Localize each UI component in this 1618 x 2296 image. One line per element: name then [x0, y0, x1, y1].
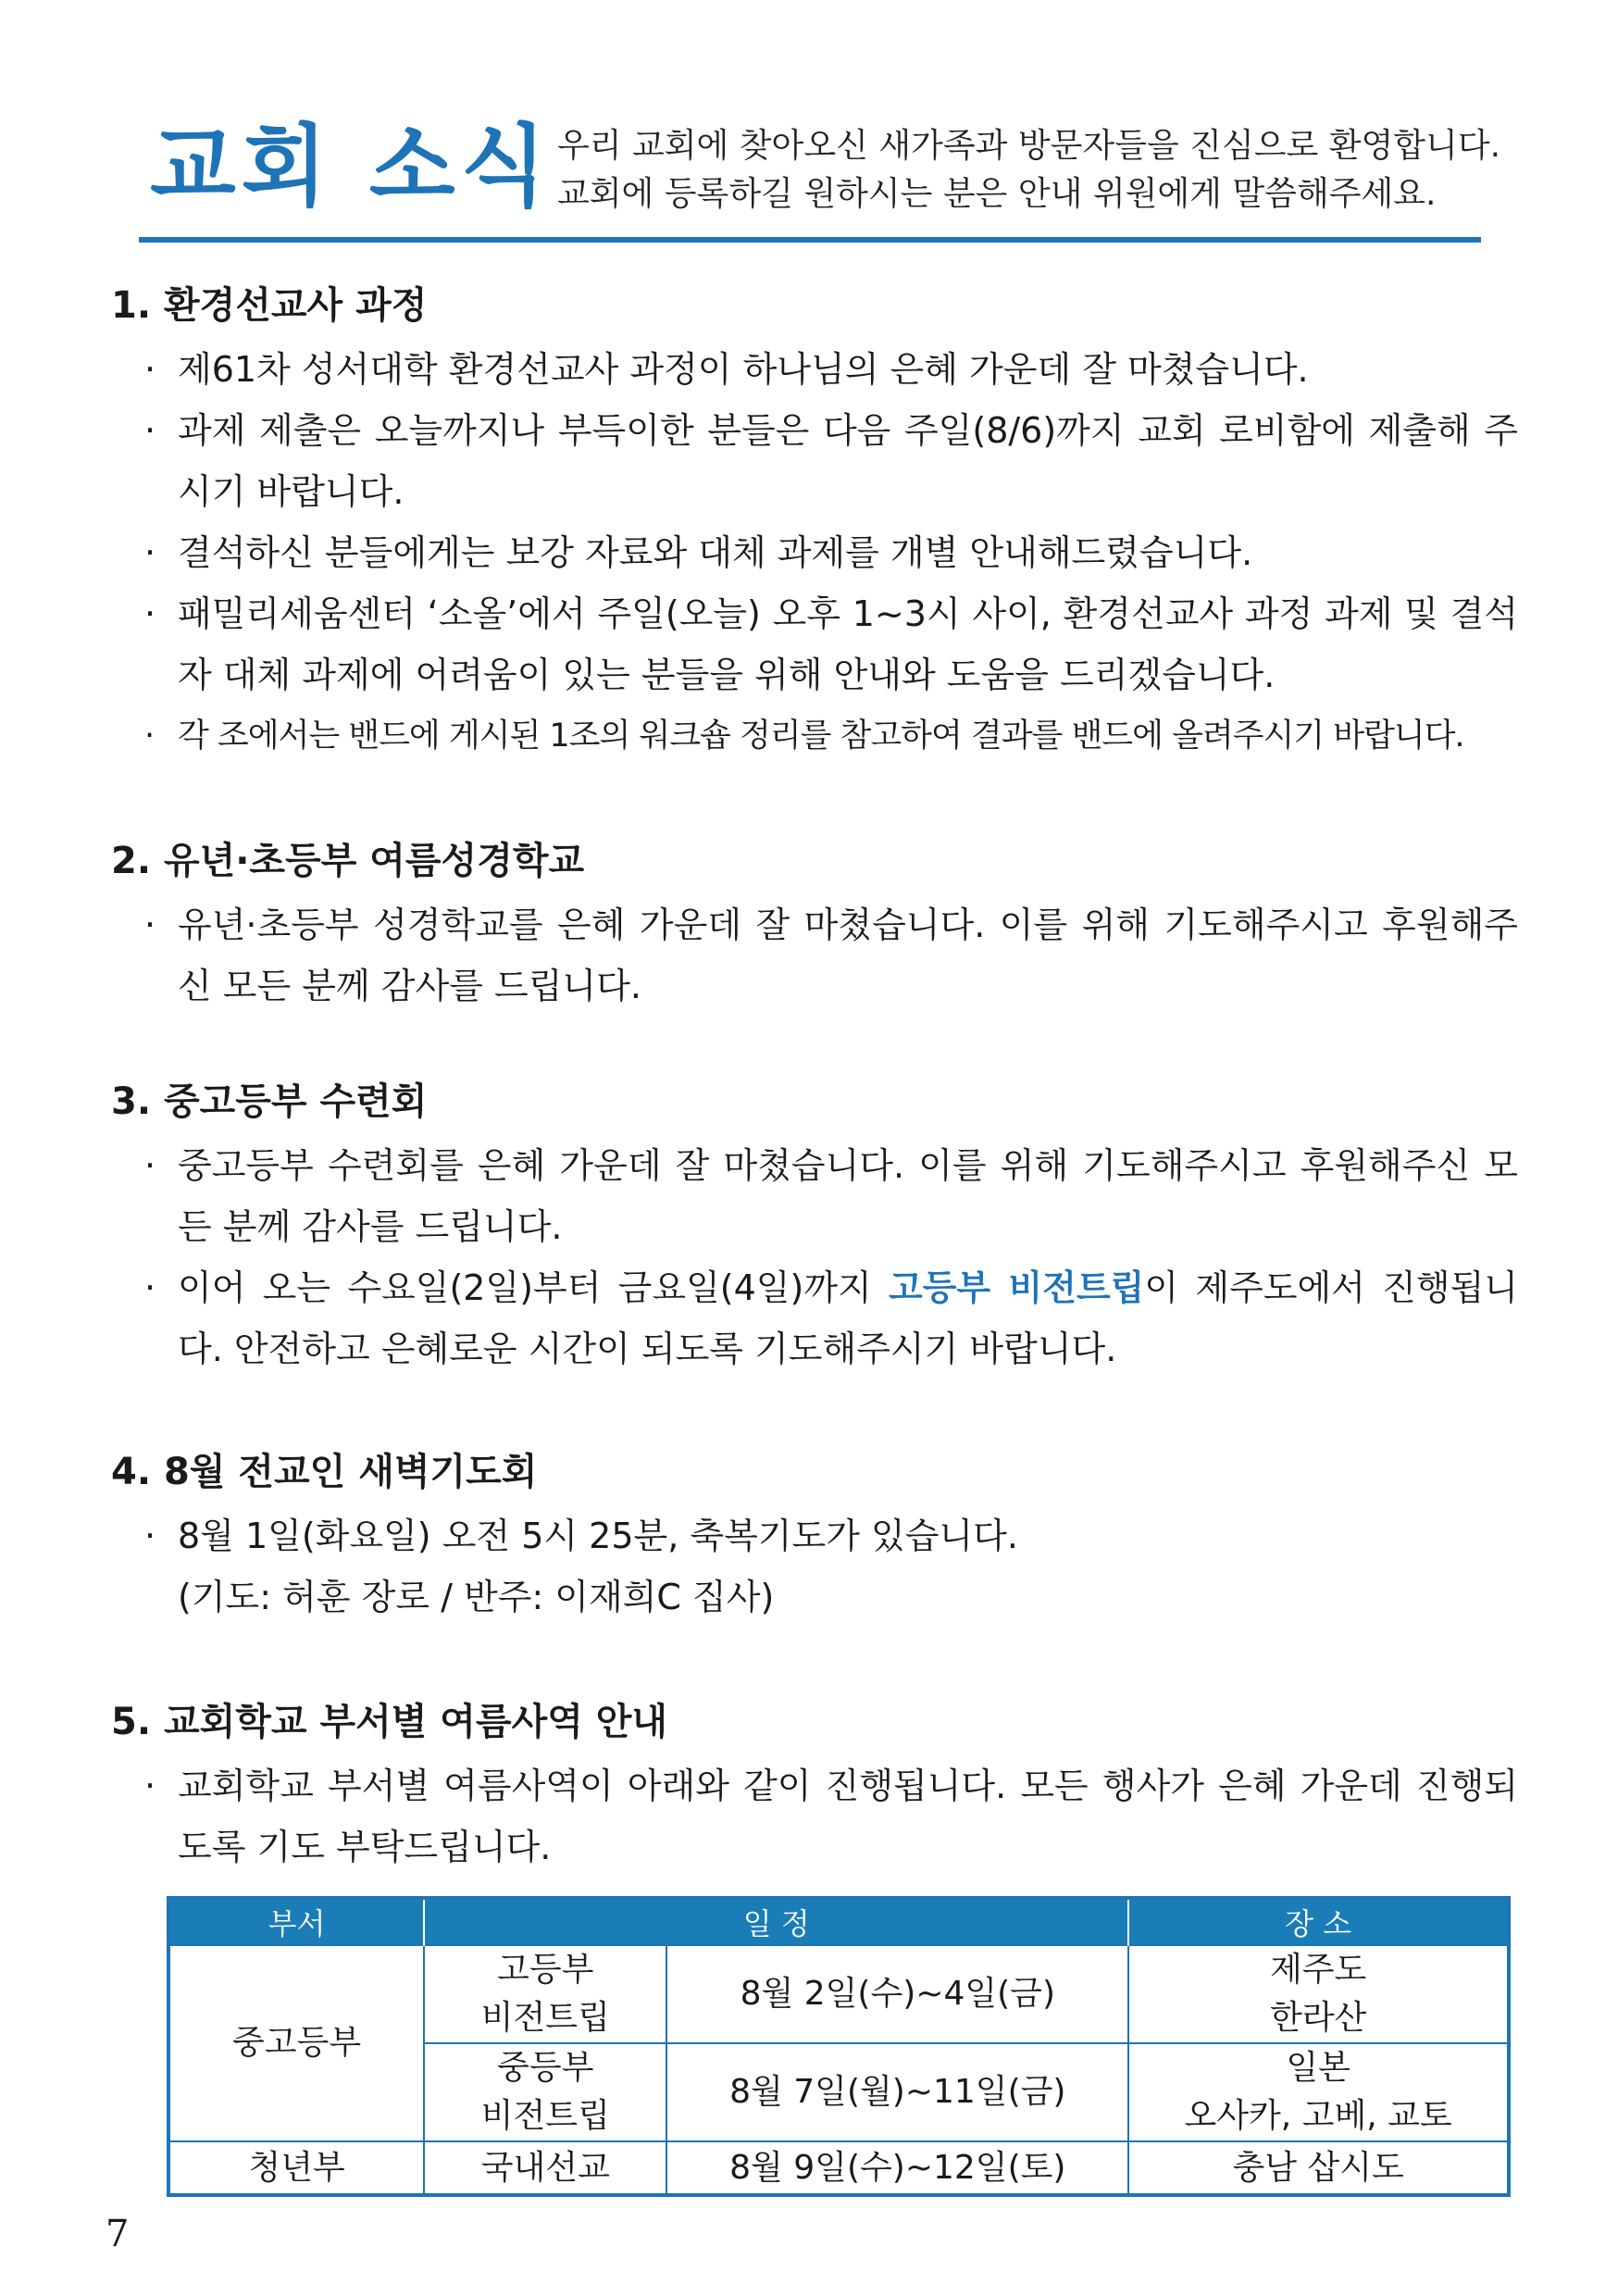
item-text: 패밀리세움센터 ‘소올’에서 주일(오늘) 오후 1~3시 사이, 환경선교사 과정 과제 및 결석자 대체 과제에 어려움이 있는 분들을 위해 안내와 도움을 드리겠습니다.	[178, 593, 1518, 695]
section-title: 3. 중고등부 수련회	[111, 1080, 428, 1123]
cell-line: 중등부	[497, 2049, 594, 2087]
header-divider	[139, 237, 1481, 243]
list-item	[111, 1755, 1518, 1878]
item-text: 이어 오는 수요일(2일)부터 금요일(4일)까지	[178, 1267, 890, 1308]
summer-schedule-table	[167, 1896, 1511, 2197]
section-summer-ministry	[111, 1694, 1518, 1878]
department-cell: 중고등부	[168, 1945, 424, 2141]
list-item	[111, 400, 1518, 522]
item-text: 이 제주도에서 진행됩니다. 안전하고 은혜로운 시간이 되도록 기도해주시기 바랍니다.	[178, 1267, 1518, 1369]
column-header: 장 소	[1128, 1898, 1509, 1945]
bullet-marker: ·	[144, 1766, 156, 1806]
cell-line: 비전트립	[480, 2097, 610, 2135]
welcome-line-2: 교회에 등록하길 원하시는 분은 안내 위원에게 말씀해주세요.	[557, 175, 1437, 213]
program-cell: 국내선교	[424, 2141, 666, 2195]
bullet-marker: ·	[144, 1516, 156, 1556]
welcome-message	[557, 122, 1500, 218]
bullet-marker: ·	[144, 593, 156, 634]
date-cell: 8월 7일(월)~11일(금)	[666, 2043, 1128, 2141]
list-item	[111, 894, 1518, 1017]
item-text: 유년·초등부 성경학교를 은혜 가운데 잘 마쳤습니다. 이를 위해 기도해주시고 후원해주신 모든 분께 감사를 드립니다.	[178, 905, 1518, 1006]
bullet-marker: ·	[144, 532, 156, 573]
cell-line: 오사카, 고베, 교토	[1184, 2097, 1452, 2135]
cell-line: 한라산	[1269, 1999, 1367, 2037]
section-youth-retreat	[111, 1074, 1518, 1379]
bullet-marker: ·	[144, 718, 155, 755]
welcome-line-1: 우리 교회에 찾아오신 새가족과 방문자들을 진심으로 환영합니다.	[557, 127, 1501, 165]
list-item	[111, 583, 1518, 705]
bullet-marker: ·	[144, 410, 156, 451]
item-text: 각 조에서는 밴드에 게시된 1조의 워크숍 정리를 참고하여 결과를 밴드에 올려주시기 바랍니다.	[178, 718, 1464, 755]
program-cell	[424, 1945, 666, 2043]
list-item	[111, 339, 1518, 400]
page-header	[139, 111, 1501, 241]
section-title: 2. 유년·초등부 여름성경학교	[111, 840, 585, 882]
page-number: 7	[106, 2213, 130, 2255]
place-cell: 충남 삽시도	[1128, 2141, 1509, 2195]
page-title: 교회 소식	[150, 115, 553, 218]
item-text: 결석하신 분들에게는 보강 자료와 대체 과제를 개별 안내해드렸습니다.	[178, 532, 1253, 573]
table-header-row	[168, 1898, 1509, 1945]
item-text: 8월 1일(화요일) 오전 5시 25분, 축복기도가 있습니다.	[178, 1516, 1018, 1556]
table-row	[168, 2141, 1509, 2195]
section-title: 5. 교회학교 부서별 여름사역 안내	[111, 1701, 668, 1743]
column-header: 일 정	[424, 1898, 1128, 1945]
bullet-marker: ·	[144, 1145, 156, 1186]
bullet-marker: ·	[144, 349, 156, 390]
highlighted-text: 고등부 비전트립	[889, 1267, 1145, 1308]
cell-line: 제주도	[1269, 1951, 1367, 1989]
item-text: 과제 제출은 오늘까지나 부득이한 분들은 다음 주일(8/6)까지 교회 로비함에 제출해 주시기 바랍니다.	[178, 410, 1518, 512]
list-item	[111, 1505, 1518, 1566]
section-title: 4. 8월 전교인 새벽기도회	[111, 1451, 538, 1493]
section-dawn-prayer	[111, 1444, 1518, 1628]
item-text: 중고등부 수련회를 은혜 가운데 잘 마쳤습니다. 이를 위해 기도해주시고 후원해주신 모든 분께 감사를 드립니다.	[178, 1145, 1518, 1247]
section-vbs	[111, 833, 1518, 1017]
item-text: 교회학교 부서별 여름사역이 아래와 같이 진행됩니다. 모든 행사가 은혜 가운데 진행되도록 기도 부탁드립니다.	[178, 1766, 1518, 1867]
cell-line: 고등부	[497, 1951, 594, 1989]
table-row	[168, 1945, 1509, 2043]
list-item	[111, 705, 1518, 767]
place-cell	[1128, 1945, 1509, 2043]
list-item	[111, 522, 1518, 583]
bullet-marker: ·	[144, 905, 156, 945]
list-item	[111, 1135, 1518, 1257]
column-header: 부서	[168, 1898, 424, 1945]
item-continuation: (기도: 허훈 장로 / 반주: 이재희C 집사)	[178, 1577, 775, 1617]
date-cell: 8월 2일(수)~4일(금)	[666, 1945, 1128, 2043]
cell-line: 일본	[1286, 2049, 1350, 2087]
program-cell	[424, 2043, 666, 2141]
list-item	[111, 1257, 1518, 1379]
bullet-marker: ·	[144, 1267, 156, 1308]
place-cell	[1128, 2043, 1509, 2141]
department-cell: 청년부	[168, 2141, 424, 2195]
date-cell: 8월 9일(수)~12일(토)	[666, 2141, 1128, 2195]
section-title: 1. 환경선교사 과정	[111, 284, 428, 327]
cell-line: 비전트립	[480, 1999, 610, 2037]
section-environment-missionary	[111, 278, 1518, 767]
item-text: 제61차 성서대학 환경선교사 과정이 하나님의 은혜 가운데 잘 마쳤습니다.	[178, 349, 1309, 390]
